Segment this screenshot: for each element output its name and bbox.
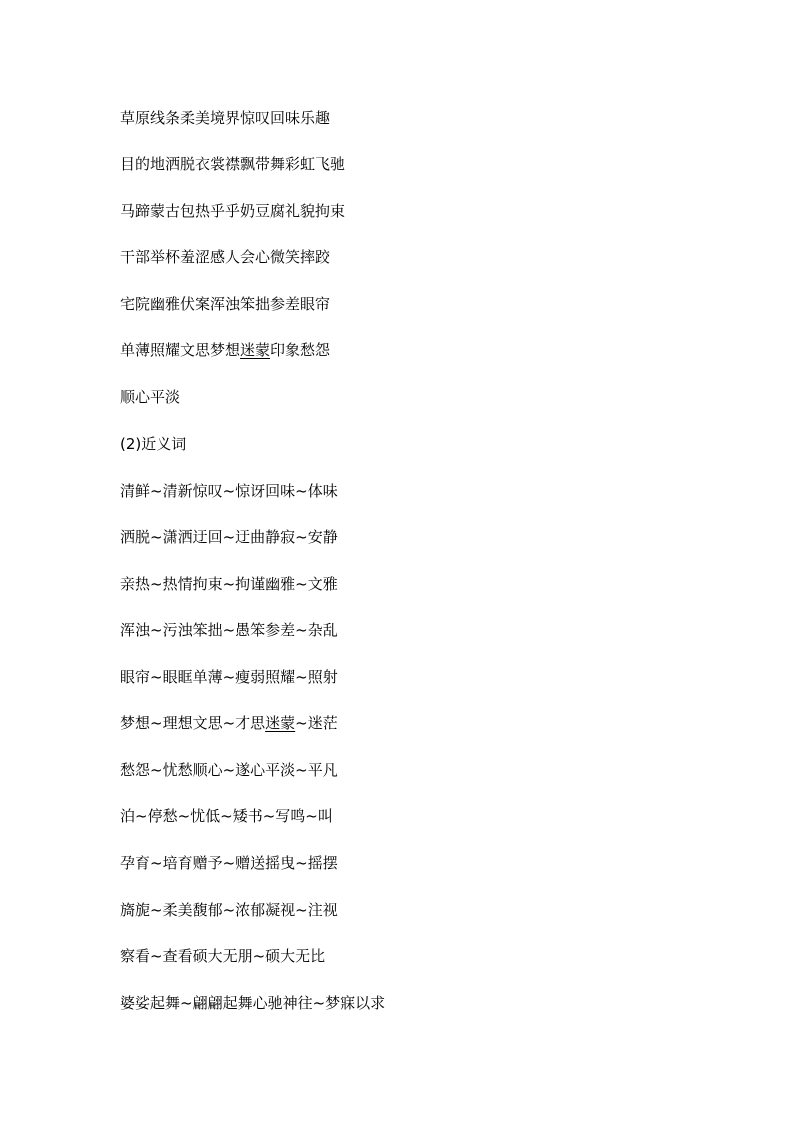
vocab-line-3: 马蹄蒙古包热乎乎奶豆腐礼貌拘束 (120, 202, 346, 220)
synonym-line-4: 浑浊~污浊笨拙~愚笨参差~杂乱 (120, 621, 338, 639)
vocab-line-1: 草原线条柔美境界惊叹回味乐趣 (120, 109, 331, 127)
vocab-line-2: 目的地洒脱衣裳襟飘带舞彩虹飞驰 (120, 155, 346, 173)
underlined-word: 迷蒙 (240, 341, 271, 359)
synonym-line-3: 亲热~热情拘束~拘谨幽雅~文雅 (120, 575, 338, 593)
synonym-line-1: 清鲜~清新惊叹~惊讶回味~体味 (120, 482, 338, 500)
vocab-line-4: 干部举杯羞涩感人会心微笑摔跤 (120, 248, 331, 266)
text-segment: 印象愁怨 (270, 341, 331, 359)
section-heading-synonyms: (2)近义词 (120, 435, 187, 453)
synonym-line-7: 愁怨~忧愁顺心~遂心平淡~平凡 (120, 761, 338, 779)
synonym-line-2: 洒脱~潇洒迂回~迂曲静寂~安静 (120, 528, 338, 546)
synonym-line-5: 眼帘~眼眶单薄~瘦弱照耀~照射 (120, 668, 338, 686)
text-segment: ~迷茫 (295, 714, 338, 732)
synonym-line-8: 泊~停愁~忧低~矮书~写鸣~叫 (120, 807, 333, 825)
vocab-line-7: 顺心平淡 (120, 388, 181, 406)
synonym-line-9: 孕育~培育赠予~赠送摇曳~摇摆 (120, 854, 338, 872)
synonym-line-11: 察看~查看硕大无朋~硕大无比 (120, 947, 326, 965)
vocab-line-5: 宅院幽雅伏案浑浊笨拙参差眼帘 (120, 295, 331, 313)
underlined-word: 迷蒙 (265, 714, 296, 732)
text-segment: 单薄照耀文思梦想 (120, 341, 241, 359)
vocab-line-6 (120, 338, 330, 362)
synonym-line-10: 旖旎~柔美馥郁~浓郁凝视~注视 (120, 901, 338, 919)
synonym-line-12: 婆娑起舞~翩翩起舞心驰神往~梦寐以求 (120, 994, 386, 1012)
text-segment: 梦想~理想文思~才思 (120, 714, 266, 732)
synonym-line-6 (120, 711, 338, 735)
